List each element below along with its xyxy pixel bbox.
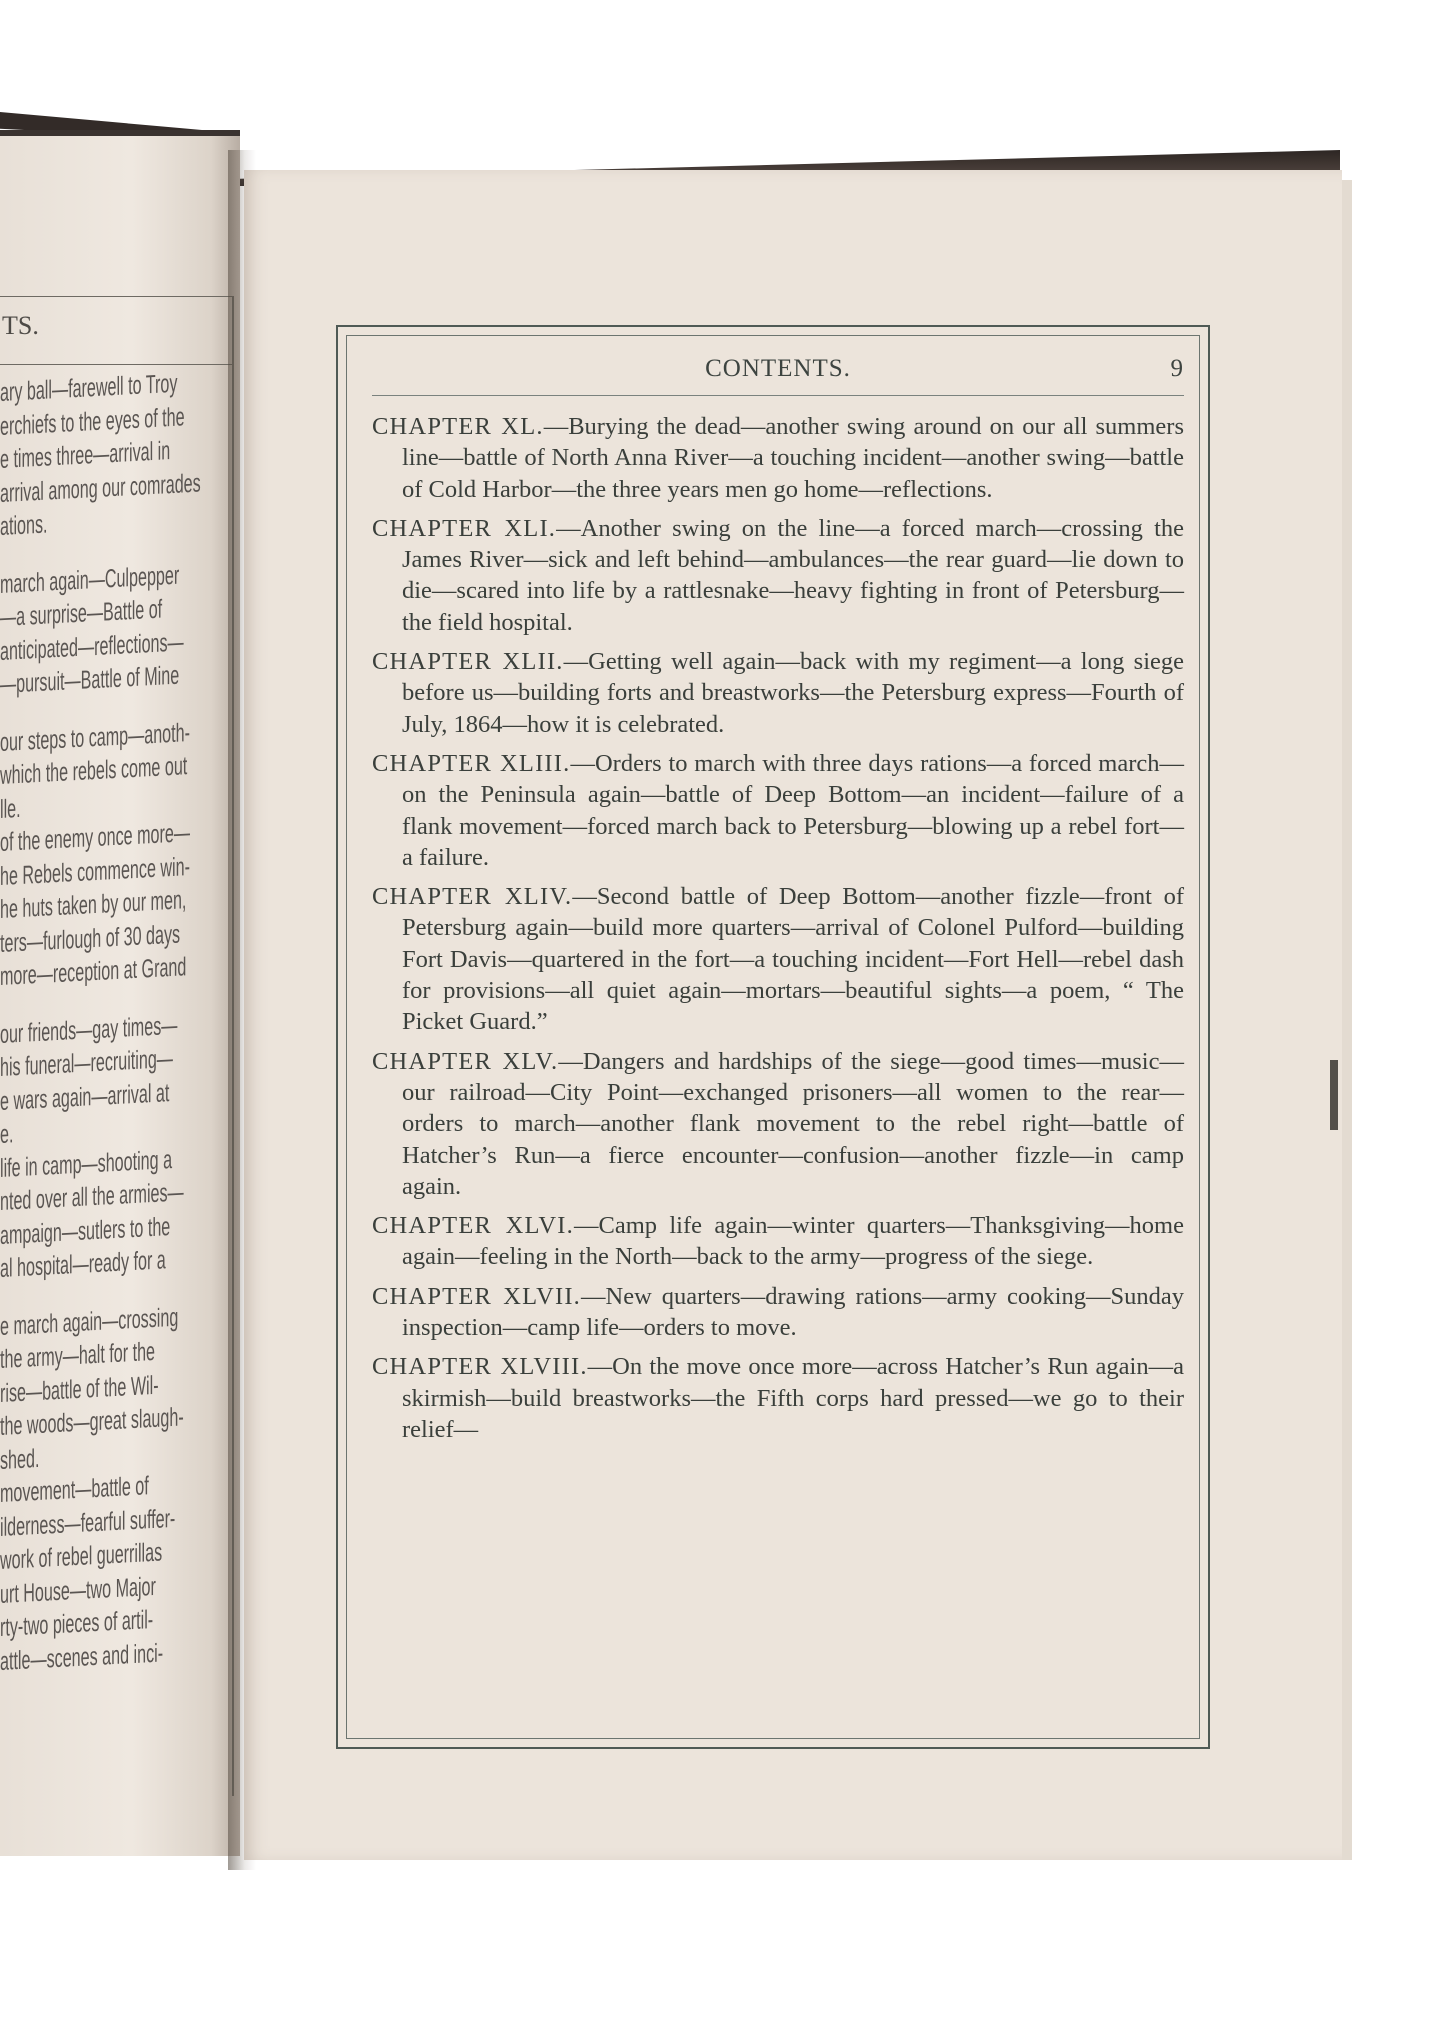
left-page-line: work of rebel guerrillas bbox=[0, 1536, 163, 1575]
left-page-line: ampaign—sutlers to the bbox=[0, 1210, 171, 1250]
contents-entry bbox=[372, 1046, 1184, 1202]
contents-entry bbox=[372, 411, 1184, 505]
contents-entry bbox=[372, 748, 1184, 873]
left-page-line: he Rebels commence win- bbox=[0, 850, 190, 891]
left-page-line: march again—Culpepper bbox=[0, 559, 180, 599]
left-page-line: the army—halt for the bbox=[0, 1335, 155, 1374]
chapter-label: CHAPTER XLII. bbox=[372, 648, 564, 676]
left-page-lines bbox=[0, 364, 236, 1678]
left-page-line: e wars again—arrival at bbox=[0, 1076, 170, 1116]
chapter-label: CHAPTER XLIV. bbox=[372, 883, 573, 911]
left-page-line: ations. bbox=[0, 508, 48, 541]
contents-frame bbox=[336, 325, 1210, 1749]
right-page bbox=[244, 170, 1342, 1860]
left-page-line: rty-two pieces of artil- bbox=[0, 1603, 154, 1642]
chapter-label: CHAPTER XLVIII. bbox=[372, 1353, 588, 1381]
left-page-line: ilderness—fearful suffer- bbox=[0, 1502, 176, 1542]
left-page-line: ary ball—farewell to Troy bbox=[0, 367, 178, 407]
left-page-line: e march again—crossing bbox=[0, 1301, 179, 1341]
left-page-line: the woods—great slaugh- bbox=[0, 1401, 184, 1441]
contents-entry bbox=[372, 513, 1184, 638]
left-page-line: more—reception at Grand bbox=[0, 951, 187, 991]
left-page-line: of the enemy once more— bbox=[0, 817, 190, 857]
chapter-label: CHAPTER XLVI. bbox=[372, 1212, 574, 1240]
left-page bbox=[0, 130, 240, 1856]
chapter-label: CHAPTER XLIII. bbox=[372, 749, 571, 777]
left-page-line: arrival among our comrades bbox=[0, 466, 201, 508]
left-page-line: nted over all the armies— bbox=[0, 1176, 184, 1216]
chapter-summary: —Second battle of Deep Bottom—another fizzle—front of Petersburg again—build more quarters—arrival of Colonel Pulford—building Fort Davis—quartered in the fort—a touching incident—Fort Hell—rebel dash for provisions—all quiet again—mortars—beautiful sights—a poem, “ The Picket Guard.” bbox=[402, 883, 1184, 1036]
chapter-label: CHAPTER XLVII. bbox=[372, 1282, 581, 1310]
left-page-line: ters—furlough of 30 days bbox=[0, 918, 181, 958]
left-page-line: —a surprise—Battle of bbox=[0, 593, 163, 632]
left-page-top-rule bbox=[0, 296, 232, 297]
contents-entry bbox=[372, 1210, 1184, 1273]
page-edge-mark bbox=[1330, 1060, 1338, 1130]
left-page-line: anticipated—reflections— bbox=[0, 625, 184, 666]
left-page-line: —pursuit—Battle of Mine bbox=[0, 659, 180, 699]
chapter-summary: —Camp life again—winter quarters—Thanksgiving—home again—feeling in the North—back to the army—progress of the siege. bbox=[402, 1212, 1184, 1271]
left-page-line: e times three—arrival in bbox=[0, 435, 171, 474]
chapter-summary: —Orders to march with three days rations—a forced march—on the Peninsula again—battle of Deep Bottom—an incident—failure of a flank movement—forced march back to Petersburg—blowing up a rebel fort—a failure. bbox=[402, 749, 1184, 871]
left-page-line: lle. bbox=[0, 792, 21, 824]
chapter-summary: —Getting well again—back with my regiment—a long siege before us—building forts and breastworks—the Petersburg express—Fourth of July, 1864—how it is celebrated. bbox=[402, 648, 1185, 738]
page-number: 9 bbox=[1170, 355, 1184, 382]
chapter-summary: —New quarters—drawing rations—army cooking—Sunday inspection—camp life—orders to move. bbox=[402, 1282, 1184, 1342]
contents-entry bbox=[372, 1351, 1184, 1445]
chapter-label: CHAPTER XLV. bbox=[372, 1047, 559, 1075]
left-page-line: shed. bbox=[0, 1442, 40, 1475]
left-page-line: our friends—gay times— bbox=[0, 1009, 178, 1049]
chapter-summary: —On the move once more—across Hatcher’s Run again—a skirmish—build breastworks—the Fifth corps hard pressed—we go to their relief— bbox=[402, 1353, 1184, 1443]
left-page-line: al hospital—ready for a bbox=[0, 1244, 166, 1283]
left-page-line: his funeral—recruiting— bbox=[0, 1042, 173, 1082]
left-page-line: which the rebels come out bbox=[0, 750, 188, 790]
contents-list bbox=[372, 411, 1184, 1453]
left-page-line: he huts taken by our men, bbox=[0, 884, 187, 924]
contents-entry bbox=[372, 1281, 1184, 1344]
left-page-line: movement—battle of bbox=[0, 1470, 149, 1508]
contents-entry bbox=[372, 646, 1184, 740]
header-rule bbox=[372, 395, 1184, 396]
left-page-line: erchiefs to the eyes of the bbox=[0, 400, 185, 441]
chapter-summary: —Another swing on the line—a forced march—crossing the James River—sick and left behind—ambulances—the rear guard—lie down to die—scared into life by a rattlesnake—heavy fighting in front of Petersburg—the field hospital. bbox=[402, 514, 1185, 636]
page-title: CONTENTS. bbox=[705, 355, 851, 382]
contents-entry bbox=[372, 881, 1184, 1037]
left-page-line: rise—battle of the Wil- bbox=[0, 1369, 159, 1408]
chapter-summary: —Burying the dead—another swing around on our all summers line—battle of North Anna River—a touching incident—another swing—battle of Cold Harbor—the three years men go home—reflections. bbox=[402, 413, 1184, 503]
left-page-line: e. bbox=[0, 1118, 14, 1149]
chapter-summary: —Dangers and hardships of the siege—good times—music—our railroad—City Point—exchanged prisoners—all women to the rear—orders to march—another flank movement to the rebel right—battle of Hatcher’s Run—a fierce encounter—confusion—another fizzle—in camp again. bbox=[402, 1047, 1184, 1200]
page-header bbox=[372, 355, 1184, 389]
chapter-label: CHAPTER XLI. bbox=[372, 514, 557, 542]
left-page-header: TS. bbox=[2, 311, 39, 340]
left-page-line: our steps to camp—anoth- bbox=[0, 716, 190, 757]
chapter-label: CHAPTER XL. bbox=[372, 413, 544, 440]
left-page-line: urt House—two Major bbox=[0, 1570, 156, 1609]
left-page-line: attle—scenes and inci- bbox=[0, 1636, 164, 1676]
left-page-line: life in camp—shooting a bbox=[0, 1143, 173, 1183]
